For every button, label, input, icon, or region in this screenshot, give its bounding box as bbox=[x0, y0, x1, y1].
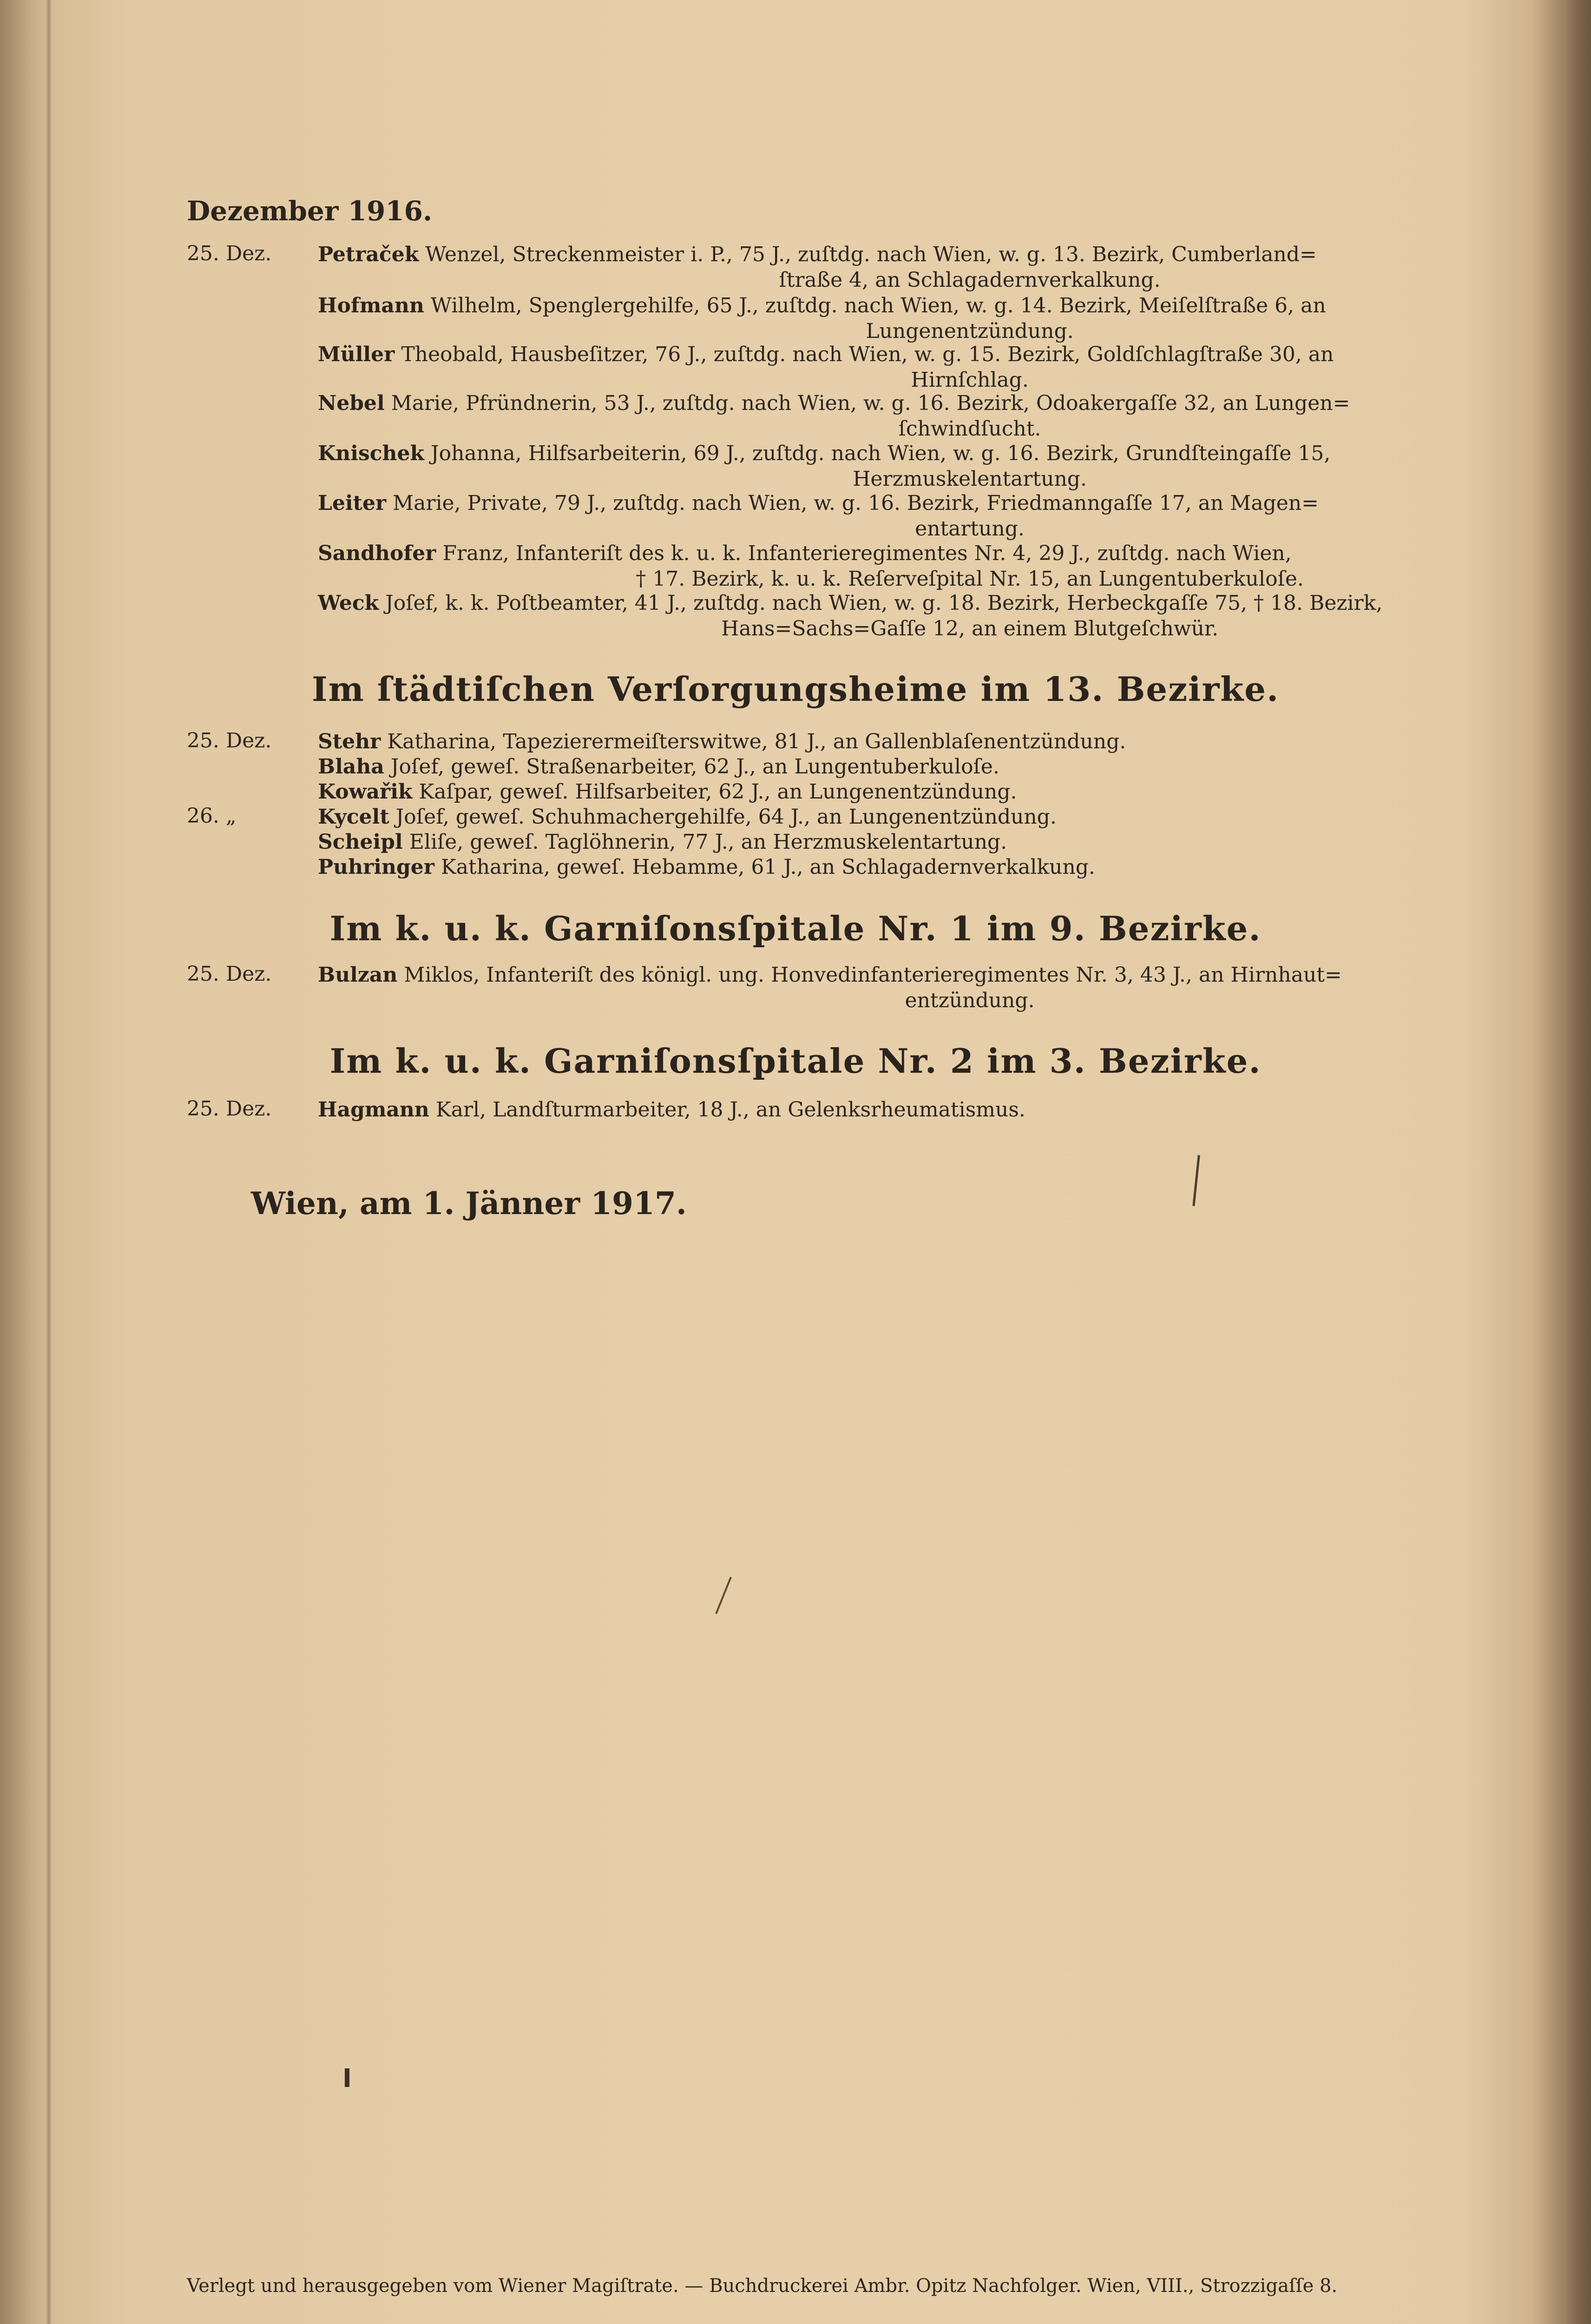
publisher-footer: Verlegt und herausgegeben vom Wiener Magiſtrate. — Buchdruckerei Ambr. Opitz Nachfolger. Wien, VIII., Strozzigaſſe 8. bbox=[187, 2275, 1338, 2297]
entry-name: Puhringer bbox=[318, 855, 434, 879]
section-heading: Im ſtädtiſchen Verſorgungsheime im 13. Bezirke. bbox=[311, 669, 1280, 709]
entry-body bbox=[318, 729, 1591, 754]
entry-name: Kycelt bbox=[318, 805, 389, 829]
entry-date: 25. Dez. bbox=[187, 242, 272, 265]
entry-body bbox=[318, 854, 1591, 880]
entry-text: Katharina, Tapezierermeiſterswitwe, 81 J., an Gallenblaſenentzündung. bbox=[387, 730, 1126, 753]
entry-text: Karl, Landſturmarbeiter, 18 J., an Gelenksrheumatismus. bbox=[435, 1098, 1026, 1122]
entry-name: Scheipl bbox=[318, 830, 403, 854]
entry-date: 25. Dez. bbox=[187, 962, 272, 986]
entry-body bbox=[318, 1097, 1591, 1122]
entry-name: Müller bbox=[318, 343, 395, 366]
entry-continuation: Herzmuskelentartung. bbox=[853, 467, 1087, 491]
entry-continuation: † 17. Bezirk, k. u. k. Reſerveſpital Nr. 15, an Lungentuberkuloſe. bbox=[636, 567, 1304, 591]
entry-continuation: ſchwindſucht. bbox=[898, 417, 1041, 441]
entry-text: Johanna, Hilfsarbeiterin, 69 J., zuſtdg. nach Wien, w. g. 16. Bezirk, Grundſteingaſſe 15, bbox=[430, 442, 1331, 465]
ink-mark bbox=[1192, 1155, 1200, 1206]
entry-body bbox=[318, 804, 1591, 830]
closing-line: Wien, am 1. Jänner 1917. bbox=[251, 1185, 687, 1221]
entry-text: Joſef, geweſ. Straßenarbeiter, 62 J., an Lungentuberkuloſe. bbox=[390, 755, 999, 779]
entry-body bbox=[318, 490, 1591, 541]
entry-text: Theobald, Hausbeſitzer, 76 J., zuſtdg. nach Wien, w. g. 15. Bezirk, Goldſchlagſtraße 30, an bbox=[401, 343, 1334, 366]
page-fold bbox=[46, 0, 52, 2324]
entry-date: 26. „ bbox=[187, 804, 237, 828]
entry-date: 25. Dez. bbox=[187, 729, 272, 753]
entry-name: Sandhofer bbox=[318, 541, 436, 565]
entry-name: Knischek bbox=[318, 442, 424, 465]
entry-continuation: ſtraße 4, an Schlagadernverkalkung. bbox=[779, 268, 1161, 292]
binding-gutter bbox=[0, 0, 51, 2324]
entry-body bbox=[318, 342, 1591, 393]
entry-text: Marie, Private, 79 J., zuſtdg. nach Wien, w. g. 16. Bezirk, Friedmanngaſſe 17, an Magen= bbox=[393, 491, 1319, 515]
entry-continuation: Hans=Sachs=Gaſſe 12, an einem Blutgeſchwür. bbox=[721, 617, 1218, 640]
entry-body bbox=[318, 242, 1591, 293]
entry-name: Weck bbox=[318, 591, 379, 615]
month-heading: Dezember 1916. bbox=[187, 195, 433, 227]
entry-name: Bulzan bbox=[318, 963, 398, 987]
entry-name: Hagmann bbox=[318, 1098, 429, 1122]
entry-body bbox=[318, 779, 1591, 805]
entry-body bbox=[318, 293, 1591, 344]
entry-name: Stehr bbox=[318, 730, 381, 753]
entry-text: Eliſe, geweſ. Taglöhnerin, 77 J., an Herzmuskelentartung. bbox=[409, 830, 1007, 854]
ink-mark bbox=[345, 2068, 349, 2087]
entry-continuation: entartung. bbox=[915, 517, 1025, 541]
entry-continuation: entzündung. bbox=[905, 989, 1035, 1012]
pencil-mark bbox=[715, 1577, 732, 1614]
entry-body bbox=[318, 441, 1591, 492]
entry-continuation: Hirnſchlag. bbox=[911, 368, 1029, 392]
section-heading: Im k. u. k. Garniſonsſpitale Nr. 1 im 9. Bezirke. bbox=[329, 909, 1262, 948]
entry-text: Kaſpar, geweſ. Hilfsarbeiter, 62 J., an Lungenentzündung. bbox=[419, 780, 1017, 804]
section-heading: Im k. u. k. Garniſonsſpitale Nr. 2 im 3. Bezirke. bbox=[329, 1041, 1262, 1081]
entry-name: Hofmann bbox=[318, 294, 424, 317]
entry-body bbox=[318, 829, 1591, 855]
entry-name: Leiter bbox=[318, 491, 387, 515]
entry-text: Wilhelm, Spenglergehilfe, 65 J., zuſtdg. nach Wien, w. g. 14. Bezirk, Meiſelſtraße 6, an bbox=[430, 294, 1326, 317]
entry-text: Marie, Pfründnerin, 53 J., zuſtdg. nach Wien, w. g. 16. Bezirk, Odoakergaſſe 32, an Lungen= bbox=[391, 391, 1350, 415]
entry-text: Franz, Infanteriſt des k. u. k. Infanterieregimentes Nr. 4, 29 J., zuſtdg. nach Wien, bbox=[442, 541, 1292, 565]
entry-body bbox=[318, 754, 1591, 779]
entry-name: Kowařik bbox=[318, 780, 413, 804]
entry-body bbox=[318, 590, 1591, 641]
entry-body bbox=[318, 541, 1591, 592]
entry-continuation: Lungenentzündung. bbox=[866, 319, 1074, 343]
entry-body bbox=[318, 962, 1591, 1013]
entry-text: Joſef, geweſ. Schuhmachergehilfe, 64 J., an Lungenentzündung. bbox=[395, 805, 1057, 829]
entry-name: Petraček bbox=[318, 243, 419, 266]
entry-name: Nebel bbox=[318, 391, 385, 415]
entry-text: Katharina, geweſ. Hebamme, 61 J., an Schlagadernverkalkung. bbox=[440, 855, 1095, 879]
entry-date: 25. Dez. bbox=[187, 1097, 272, 1121]
entry-name: Blaha bbox=[318, 755, 384, 779]
entry-text: Miklos, Infanteriſt des königl. ung. Honvedinfanterieregimentes Nr. 3, 43 J., an Hirnhaut= bbox=[404, 963, 1342, 987]
entry-text: Joſef, k. k. Poſtbeamter, 41 J., zuſtdg. nach Wien, w. g. 18. Bezirk, Herbeckgaſſe 75, † 18. Bezirk, bbox=[385, 591, 1383, 615]
entry-body bbox=[318, 390, 1591, 442]
entry-text: Wenzel, Streckenmeister i. P., 75 J., zuſtdg. nach Wien, w. g. 13. Bezirk, Cumberland= bbox=[425, 243, 1317, 266]
